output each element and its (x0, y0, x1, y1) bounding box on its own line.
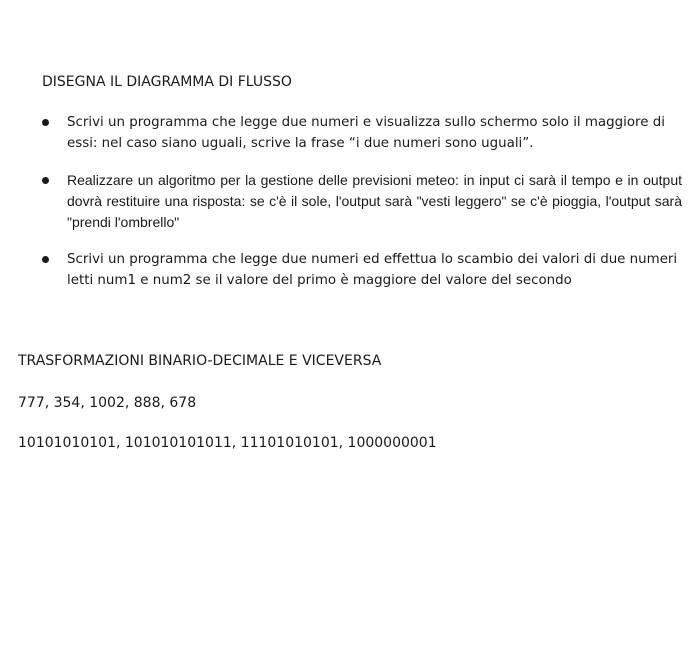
exercise-text-2: Realizzare un algoritmo per la gestione delle previsioni meteo: in input ci sarà il tempo e in output dovrà restituire una risposta: se c'è il sole, l'output sarà "vesti leggero" se c'è pioggia, l'output sarà "prendi l'ombrello" (67, 172, 682, 230)
list-item (42, 112, 682, 154)
exercise-text-3: Scrivi un programma che legge due numeri ed effettua lo scambio dei valori di due numeri letti num1 e num2 se il valore del primo è maggiore del valore del secondo (67, 252, 678, 288)
bullet-icon (42, 256, 49, 263)
bullet-icon (42, 177, 49, 184)
decimal-numbers: 777, 354, 1002, 888, 678 (18, 395, 197, 411)
exercise-list (42, 112, 682, 307)
list-item (42, 249, 682, 291)
conversion-section-title: TRASFORMAZIONI BINARIO-DECIMALE E VICEVERSA (18, 353, 382, 369)
binary-numbers: 10101010101, 101010101011, 11101010101, 1000000001 (18, 435, 437, 451)
flowchart-section-title: DISEGNA IL DIAGRAMMA DI FLUSSO (42, 74, 292, 90)
bullet-icon (42, 119, 49, 126)
exercise-text-1: Scrivi un programma che legge due numeri e visualizza sullo schermo solo il maggiore di essi: nel caso siano uguali, scrive la frase “i due numeri sono uguali”. (67, 115, 665, 151)
list-item (42, 170, 682, 233)
